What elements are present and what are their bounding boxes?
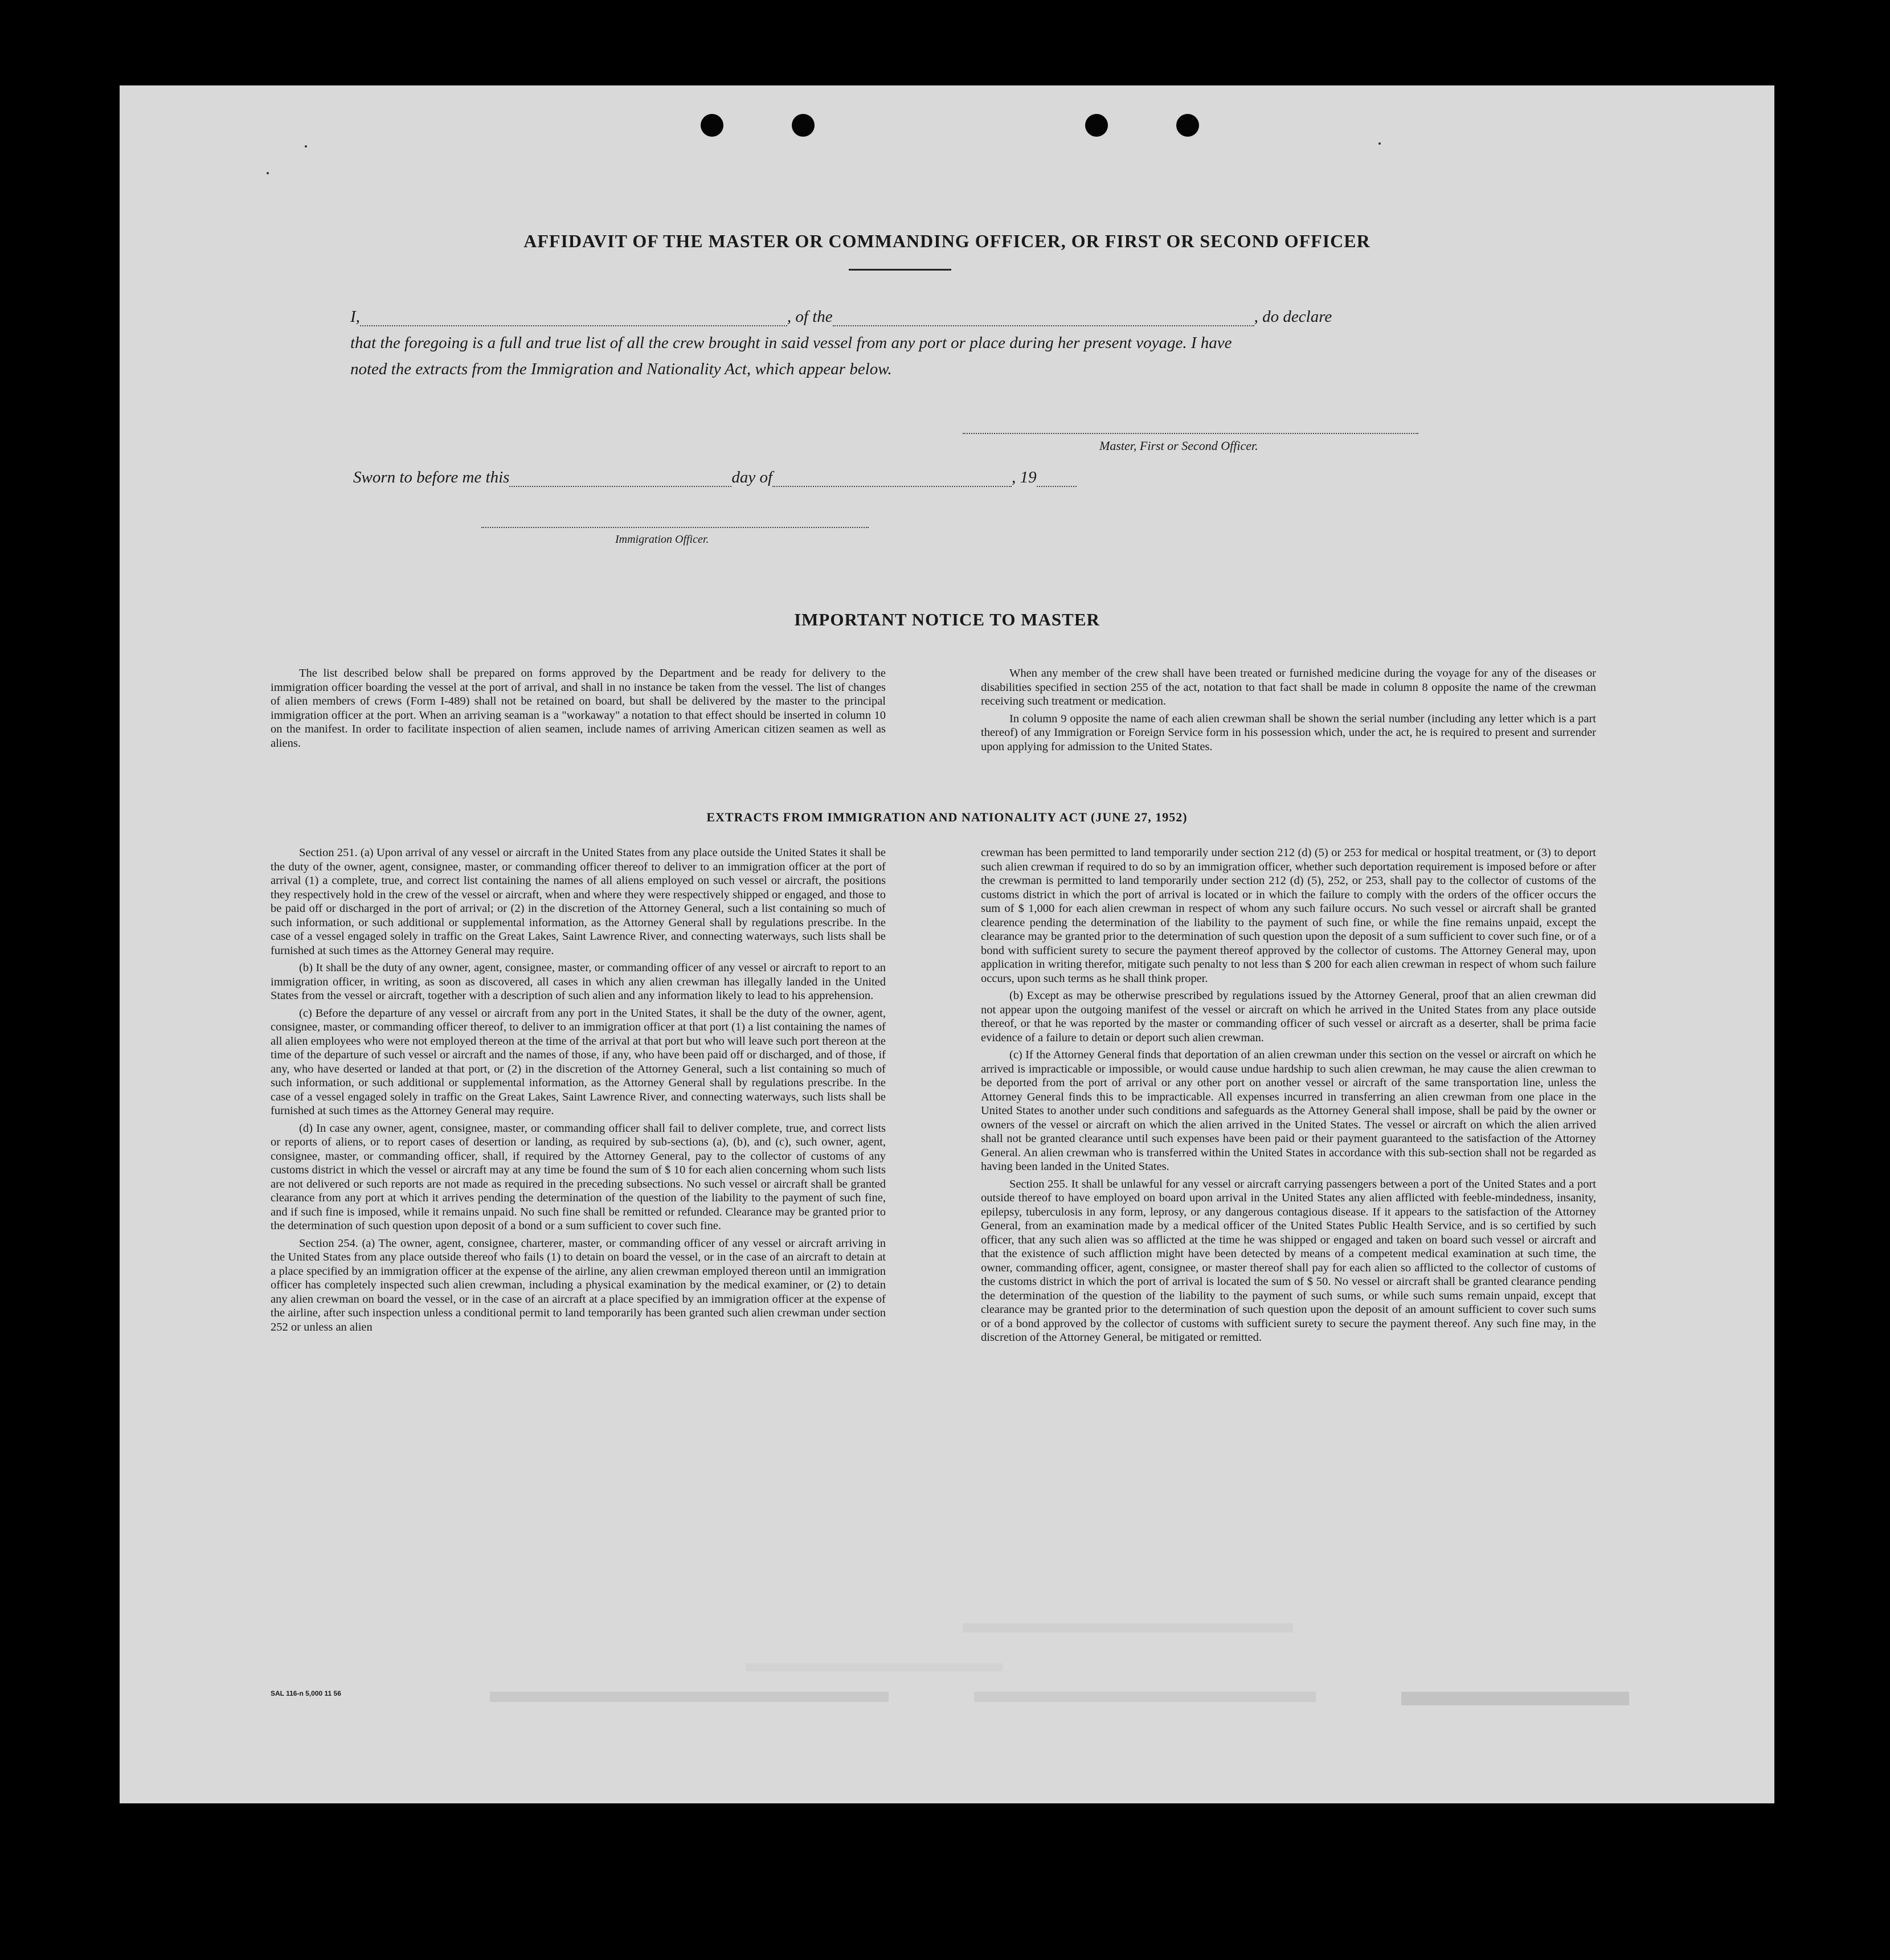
bleed-through-smudge xyxy=(746,1663,1003,1671)
punch-hole-icon xyxy=(1085,114,1108,137)
sworn-month-blank[interactable] xyxy=(772,471,1012,487)
declaration-line-3: noted the extracts from the Immigration and Nationality Act, which appear below. xyxy=(350,360,892,378)
extract-paragraph: (c) Before the departure of any vessel or aircraft from any port in the United States, it shall be the duty of the owner, agent, consignee, master, or commanding officer thereof, to deliver to an immigration officer at that port (1) a list containing the names of all alien employees who were not employed thereon at the time of the arrival at that port but who will leave such port thereon at the time of the departure of such vessel or aircraft and the names of those, if any, who have been paid off or discharged, and of those, if any, who have deserted or landed at that port, or (2) in the discretion of the Attorney General, such a list containing so much of such information, or such additional or supplemental information, as the Attorney General shall by regulations prescribe. In the case of a vessel engaged solely in traffic on the Great Lakes, Saint Lawrence River, and connecting waterways, such lists shall be furnished at such times as the Attorney General may require. xyxy=(271,1006,886,1117)
punch-hole-icon xyxy=(1176,114,1199,137)
extracts-right-column xyxy=(981,846,1596,1348)
year-prefix-text: , 19 xyxy=(1012,468,1037,486)
declarant-prefix: I, xyxy=(350,308,360,326)
extract-paragraph: (b) It shall be the duty of any owner, agent, consignee, master, or commanding officer of any vessel or aircraft to report to an immigration officer, in writing, as soon as discovered, all cases in which any alien crewman has illegally landed in the United States from the vessel or aircraft, together with a description of such alien and any information likely to lead to his apprehension. xyxy=(271,961,886,1002)
notice-paragraph: In column 9 opposite the name of each alien crewman shall be shown the serial number (including any letter which is a part thereof) of any Immigration or Foreign Service form in his possession which, under the act, he is required to present and surrender upon applying for admission to the United States. xyxy=(981,712,1596,753)
punch-hole-icon xyxy=(701,114,723,137)
bleed-through-smudge xyxy=(963,1623,1293,1632)
title-underline xyxy=(849,269,951,271)
master-signature-label: Master, First or Second Officer. xyxy=(1099,439,1258,453)
sworn-year-blank[interactable] xyxy=(1037,471,1077,487)
notice-paragraph: The list described below shall be prepared on forms approved by the Department and be ready for delivery to the immigration officer boarding the vessel at the port of arrival, and shall in no instance be taken from the vessel. The list of changes of alien members of crews (Form I-489) shall not be retained on board, but shall be delivered by the master to the principal immigration officer at the port. When an arriving seaman is a "workaway" a notation to that effect should be inserted in column 10 on the manifest. In order to facilitate inspection of alien seamen, include names of arriving American citizen seamen as well as aliens. xyxy=(271,667,886,750)
notice-title: IMPORTANT NOTICE TO MASTER xyxy=(794,609,1100,629)
sworn-day-blank[interactable] xyxy=(509,471,731,487)
extract-paragraph: (d) In case any owner, agent, consignee, master, or commanding officer shall fail to deliver complete, true, and correct lists or reports of aliens, or to report cases of desertion or landing, as required by sub-sections (a), (b), and (c), such owner, agent, consignee, master, or commanding officer, shall, if required by the Attorney General, pay to the collector of customs of any customs district in which the vessel or aircraft may at any time be found the sum of $ 10 for each alien concerning whom such lists are not delivered or such reports are not made as required in the preceding subsections. No such vessel or aircraft shall be granted clearance from any port at which it arrives pending the determination of the question of the liability to the payment of such fine, and if such fine is imposed, while it remains unpaid. No such fine shall be remitted or refunded. Clearance may be granted prior to the determination of such question upon deposit of a bond or a sum sufficient to cover such fine. xyxy=(271,1122,886,1232)
vessel-name-blank[interactable] xyxy=(833,310,1254,326)
extract-paragraph: Section 255. It shall be unlawful for any vessel or aircraft carrying passengers between a port of the United States and a port outside thereof to have employed on board upon arrival in the United States any alien afflicted with feeble-mindedness, insanity, epilepsy, tuberculosis in any form, leprosy, or any dangerous contagious disease. If it appears to the satisfaction of the Attorney General, from an examination made by a medical officer of the United States Public Health Service, and is so certified by such officer, that any such alien was so afflicted at the time he was shipped or engaged and taken on board such vessel or aircraft and that the existence of such affliction might have been detected by means of a competent medical examination at such time, the owner, commanding officer, agent, consignee, or master thereof shall pay for each alien so afflicted to the collector of customs of the customs district in which the port of arrival is located the sum of $ 50. No vessel or aircraft shall be granted clearance pending the determination of the question of the liability to the payment of such sums, or while such sums remain unpaid, except that clearance may be granted prior to the determination of such question upon the deposit of an amount sufficient to cover such sums or of a bond approved by the collector of customs with sufficient surety to secure the payment thereof. Any such fine may, in the discretion of the Attorney General, be mitigated or remitted. xyxy=(981,1177,1596,1344)
extracts-title: EXTRACTS FROM IMMIGRATION AND NATIONALITY ACT (JUNE 27, 1952) xyxy=(706,810,1188,824)
extract-paragraph: (b) Except as may be otherwise prescribed by regulations issued by the Attorney General, proof that an alien crewman did not appear upon the outgoing manifest of the vessel or aircraft on which he arrived in the United States from any place outside thereof, or that he was reported by the master or commanding officer of such vessel or aircraft as a deserter, shall be prima facie evidence of a failure to detain or deport such alien crewman. xyxy=(981,989,1596,1044)
declarant-name-blank[interactable] xyxy=(360,310,787,326)
notice-paragraph: When any member of the crew shall have been treated or furnished medicine during the voyage for any of the diseases or disabilities specified in section 255 of the act, notation to that fact shall be made in column 8 opposite the name of the crewman receiving such treatment or medication. xyxy=(981,667,1596,707)
bleed-through-smudge xyxy=(490,1692,889,1702)
punch-hole-icon xyxy=(792,114,815,137)
extract-paragraph: crewman has been permitted to land temporarily under section 212 (d) (5) or 253 for medical or hospital treatment, or (3) to deport such alien crewman if required to do so by an immigration officer, whether such deportation requirement is imposed before or after the crewman is permitted to land temporarily under section 212 (d) (5), 252, or 253, shall pay to the collector of customs of the customs district in which the port of arrival is located or in which the failure to comply with the orders of the officer occurs the sum of $ 1,000 for each alien crewman in respect of whom any such failure occurs. No such vessel or aircraft shall be granted clearence pending the determination of the liability to the payment of such fine, or while the fine remains unpaid, except the clearance may be granted prior to the determination of such question upon the deposit of a sum sufficient to cover such fine, or of a bond with sufficient surety to secure the payment thereof approved by the collector of customs. The Attorney General may, upon application in writing therefor, mitigate such penalty to not less than $ 200 for each alien crewman in respect of whom such failure occurs, upon such terms as he shall think proper. xyxy=(981,846,1596,985)
master-signature-line[interactable] xyxy=(963,433,1418,434)
day-of-text: day of xyxy=(731,468,773,486)
speck xyxy=(1378,142,1381,145)
affidavit-title: AFFIDAVIT OF THE MASTER OR COMMANDING OFFICER, OR FIRST OR SECOND OFFICER xyxy=(523,231,1371,251)
do-declare-text: , do declare xyxy=(1254,308,1332,326)
declaration-line-2: that the foregoing is a full and true list of all the crew brought in said vessel from any port or place during her present voyage. I have xyxy=(350,334,1232,352)
extracts-left-column xyxy=(271,846,886,1337)
of-the-text: , of the xyxy=(787,308,833,326)
extract-paragraph: Section 254. (a) The owner, agent, consignee, charterer, master, or commanding officer of any vessel or aircraft arriving in the United States from any place outside thereof who fails (1) to detain on board the vessel, or in the case of an aircraft to detain at a place specified by an immigration officer at the expense of the airline, any alien crewman employed thereon until an immigration officer has completely inspected such alien crewman, including a physical examination by the medical examiner, or (2) to detain any alien crewman on board the vessel, or in the case of an aircraft at a place specified by an immigration officer at the expense of the airline, after such inspection unless a conditional permit to land temporarily has been granted such alien crewman under section 252 or unless an alien xyxy=(271,1237,886,1333)
extract-paragraph: Section 251. (a) Upon arrival of any vessel or aircraft in the United States from any place outside the United States it shall be the duty of the owner, agent, consignee, master, or commanding officer thereof to deliver to an immigration officer at the port of arrival (1) a complete, true, and correct list containing the names of all aliens employed on such vessel or aircraft, the positions they respectively hold in the crew of the vessel or aircraft, when and where they were respectively shipped or engaged, and those to be paid off or discharged in the port of arrival; or (2) in the discretion of the Attorney General, such a list containing so much of such information, or such additional or supplemental information, as the Attorney General shall by regulations prescribe. In the case of a vessel engaged solely in traffic on the Great Lakes, Saint Lawrence River, and connecting waterways, such lists shall be furnished at such times as the Attorney General may require. xyxy=(271,846,886,957)
sworn-line xyxy=(353,468,1077,487)
notice-right-column xyxy=(981,666,1596,757)
immigration-officer-signature-line[interactable] xyxy=(481,527,869,528)
sworn-prefix: Sworn to before me this xyxy=(353,468,510,486)
speck xyxy=(267,172,269,174)
declaration-line-1 xyxy=(350,308,1547,326)
form-code: SAL 116-n 5,000 11 56 xyxy=(271,1689,341,1697)
extract-paragraph: (c) If the Attorney General finds that deportation of an alien crewman under this section on the vessel or aircraft on which he arrived is impracticable or impossible, or would cause undue hardship to such alien crewman, he may cause the alien crewman to be deported from the port of arrival or any other port on another vessel or aircraft of the same transportation line, unless the Attorney General finds this to be impracticable. All expenses incurred in transferring an alien crewman from one place in the United States to another under such conditions and safeguards as the Attorney General shall impose, shall be paid by the owner or owners of the vessel or aircraft on which the alien arrived in the United States. The vessel or aircraft on which the alien arrived shall not be granted clearance until such expenses have been paid or their payment guaranteed to the satisfaction of the Attorney General. An alien crewman who is transferred within the United States in accordance with this sub-section shall not be regarded as having been landed in the United States. xyxy=(981,1049,1596,1173)
document-page xyxy=(120,85,1774,1803)
bleed-through-smudge xyxy=(1401,1692,1629,1705)
notice-left-column xyxy=(271,666,886,754)
bleed-through-smudge xyxy=(974,1692,1316,1702)
immigration-officer-label: Immigration Officer. xyxy=(615,533,709,546)
speck xyxy=(305,145,307,148)
